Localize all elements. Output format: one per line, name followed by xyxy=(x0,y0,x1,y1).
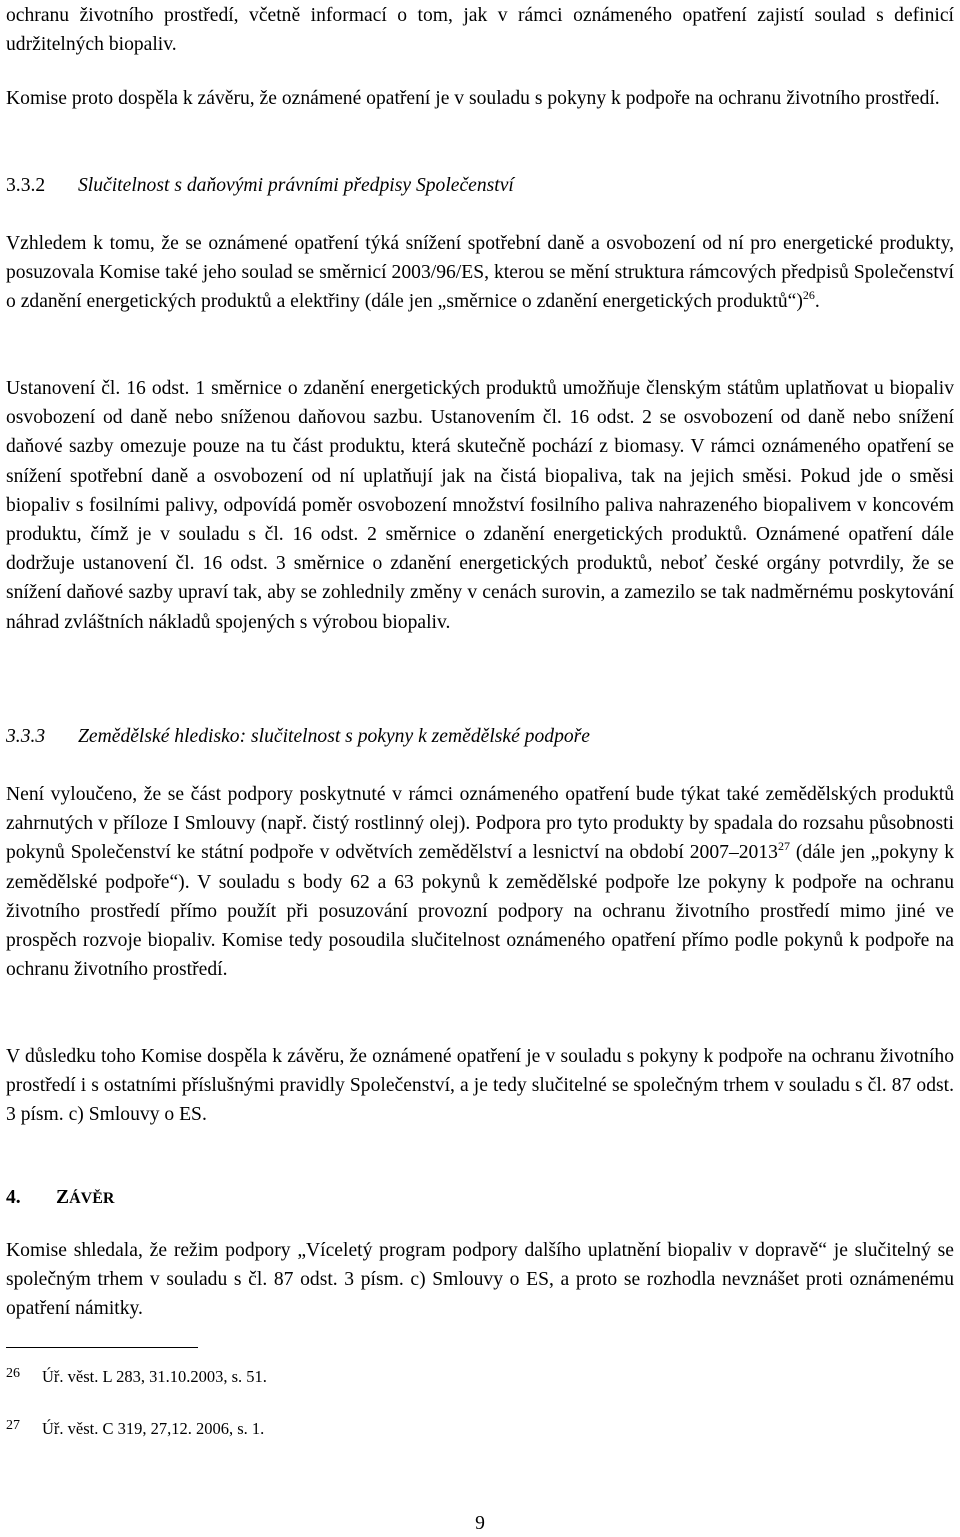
paragraph-intro xyxy=(6,1,954,59)
paragraph-agri-1 xyxy=(6,780,954,984)
footnote-text: Úř. věst. C 319, 27,12. 2006, s. 1. xyxy=(42,1419,265,1438)
footnote-number: 26 xyxy=(6,1366,20,1381)
paragraph-tax-2 xyxy=(6,374,954,637)
section-heading-3-3-2 xyxy=(6,171,514,200)
footnote-number: 27 xyxy=(6,1418,20,1433)
paragraph-text: Komise shledala, že režim podpory „Víceletý program podpory dalšího uplatnění biopaliv v dopravě“ je slučitelný se společným trhem v souladu s čl. 87 odst. 3 písm. c) Smlouvy o ES, a proto se rozhodla nevznášet proti oznámenému opatření námitky. xyxy=(6,1240,954,1320)
paragraph-conclusion-env xyxy=(6,84,954,113)
chapter-number: 4. xyxy=(6,1187,21,1208)
footnote-27 xyxy=(6,1418,264,1442)
paragraph-text: ochranu životního prostředí, včetně informací o tom, jak v rámci oznámeného opatření zajistí soulad s definicí udržitelných biopaliv. xyxy=(6,5,954,56)
paragraph-text xyxy=(6,229,954,317)
paragraph-end: . xyxy=(814,291,820,313)
section-heading-3-3-3 xyxy=(6,722,590,751)
paragraph-body: Vzhledem k tomu, že se oznámené opatření týká snížení spotřební daně a osvobození od ní pro energetické produkty, posuzovala Komise také jeho soulad se směrnicí 2003/96/ES, kterou se mění struktura rámcových předpisů Společenství o zdanění energetických produktů a elektřiny (dále jen „směrnice o zdanění energetických produktů“) xyxy=(6,233,954,313)
section-title: Slučitelnost s daňovými právními předpisy Společenství xyxy=(78,175,514,196)
chapter-title xyxy=(56,1187,114,1208)
chapter-title-initial: Z xyxy=(56,1187,70,1208)
footnote-reference: 27 xyxy=(777,838,790,853)
paragraph-text: Ustanovení čl. 16 odst. 1 směrnice o zdanění energetických produktů umožňuje členským státům uplatňovat u biopaliv osvobození od daně nebo sníženou daňovou sazbu. Ustanovením čl. 16 odst. 2 se osvobození od daně nebo snížení daňové sazby omezuje pouze na tu část produktu, která skutečně pochází z biomasy. V rámci oznámeného opatření se snížení spotřební daně a osvobození od ní uplatňují jak na čistá biopaliva, tak na jejich směsi. Pokud jde o směsi biopaliv s fosilními palivy, odpovídá poměr osvobození množství fosilního paliva nahrazeného biopalivem v koncovém produktu, čímž je v souladu s čl. 16 odst. 2 směrnice o zdanění energetických produktů. Oznámené opatření dále dodržuje ustanovení čl. 16 odst. 3 směrnice o zdanění energetických produktů, neboť české orgány potvrdily, že se snížení daňové sazby upraví tak, aby se zohlednily změny v cenách surovin, a zamezilo se tak nadměrnému poskytování náhrad zvláštních nákladů spojených s výrobou biopaliv. xyxy=(6,378,954,633)
chapter-heading-4 xyxy=(6,1183,114,1213)
paragraph-final xyxy=(6,1236,954,1324)
paragraph-text: Komise proto dospěla k závěru, že oznámené opatření je v souladu s pokyny k podpoře na ochranu životního prostředí. xyxy=(6,88,940,109)
document-page xyxy=(6,0,954,1537)
paragraph-body: Není vyloučeno, že se část podpory poskytnuté v rámci oznámeného opatření bude týkat také zemědělských produktů zahrnutých v příloze I Smlouvy (např. čistý rostlinný olej). Podpora pro tyto produkty by spadala do rozsahu působnosti pokynů Společenství ke státní podpoře v odvětvích zemědělství a lesnictví na období 2007–2013 xyxy=(6,784,954,864)
footnote-text: Úř. věst. L 283, 31.10.2003, s. 51. xyxy=(42,1367,267,1386)
footnote-26 xyxy=(6,1366,267,1390)
footnote-reference: 26 xyxy=(802,287,815,302)
paragraph-text xyxy=(6,780,954,984)
chapter-title-rest: ÁVĚR xyxy=(69,1190,115,1207)
section-number: 3.3.2 xyxy=(6,175,46,196)
paragraph-body-continued: (dále jen „pokyny k zemědělské podpoře“). V souladu s body 62 a 63 pokynů k zemědělské podpoře lze pokyny k podpoře na ochranu životního prostředí přímo použít při posuzování provozní podpory na ochranu životního prostředí mimo jiné ve prospěch rozvoje biopaliv. Komise tedy posoudila slučitelnost oznámeného opatření přímo podle pokynů k podpoře na ochranu životního prostředí. xyxy=(6,842,954,981)
page-number: 9 xyxy=(475,1513,485,1534)
paragraph-agri-2 xyxy=(6,1042,954,1130)
section-number: 3.3.3 xyxy=(6,726,46,747)
paragraph-tax-1 xyxy=(6,229,954,317)
footnote-separator xyxy=(6,1347,198,1348)
paragraph-text: V důsledku toho Komise dospěla k závěru, že oznámené opatření je v souladu s pokyny k podpoře na ochranu životního prostředí i s ostatními příslušnými pravidly Společenství, a je tedy slučitelné se společným trhem v souladu s čl. 87 odst. 3 písm. c) Smlouvy o ES. xyxy=(6,1046,954,1126)
section-title: Zemědělské hledisko: slučitelnost s pokyny k zemědělské podpoře xyxy=(78,726,590,747)
